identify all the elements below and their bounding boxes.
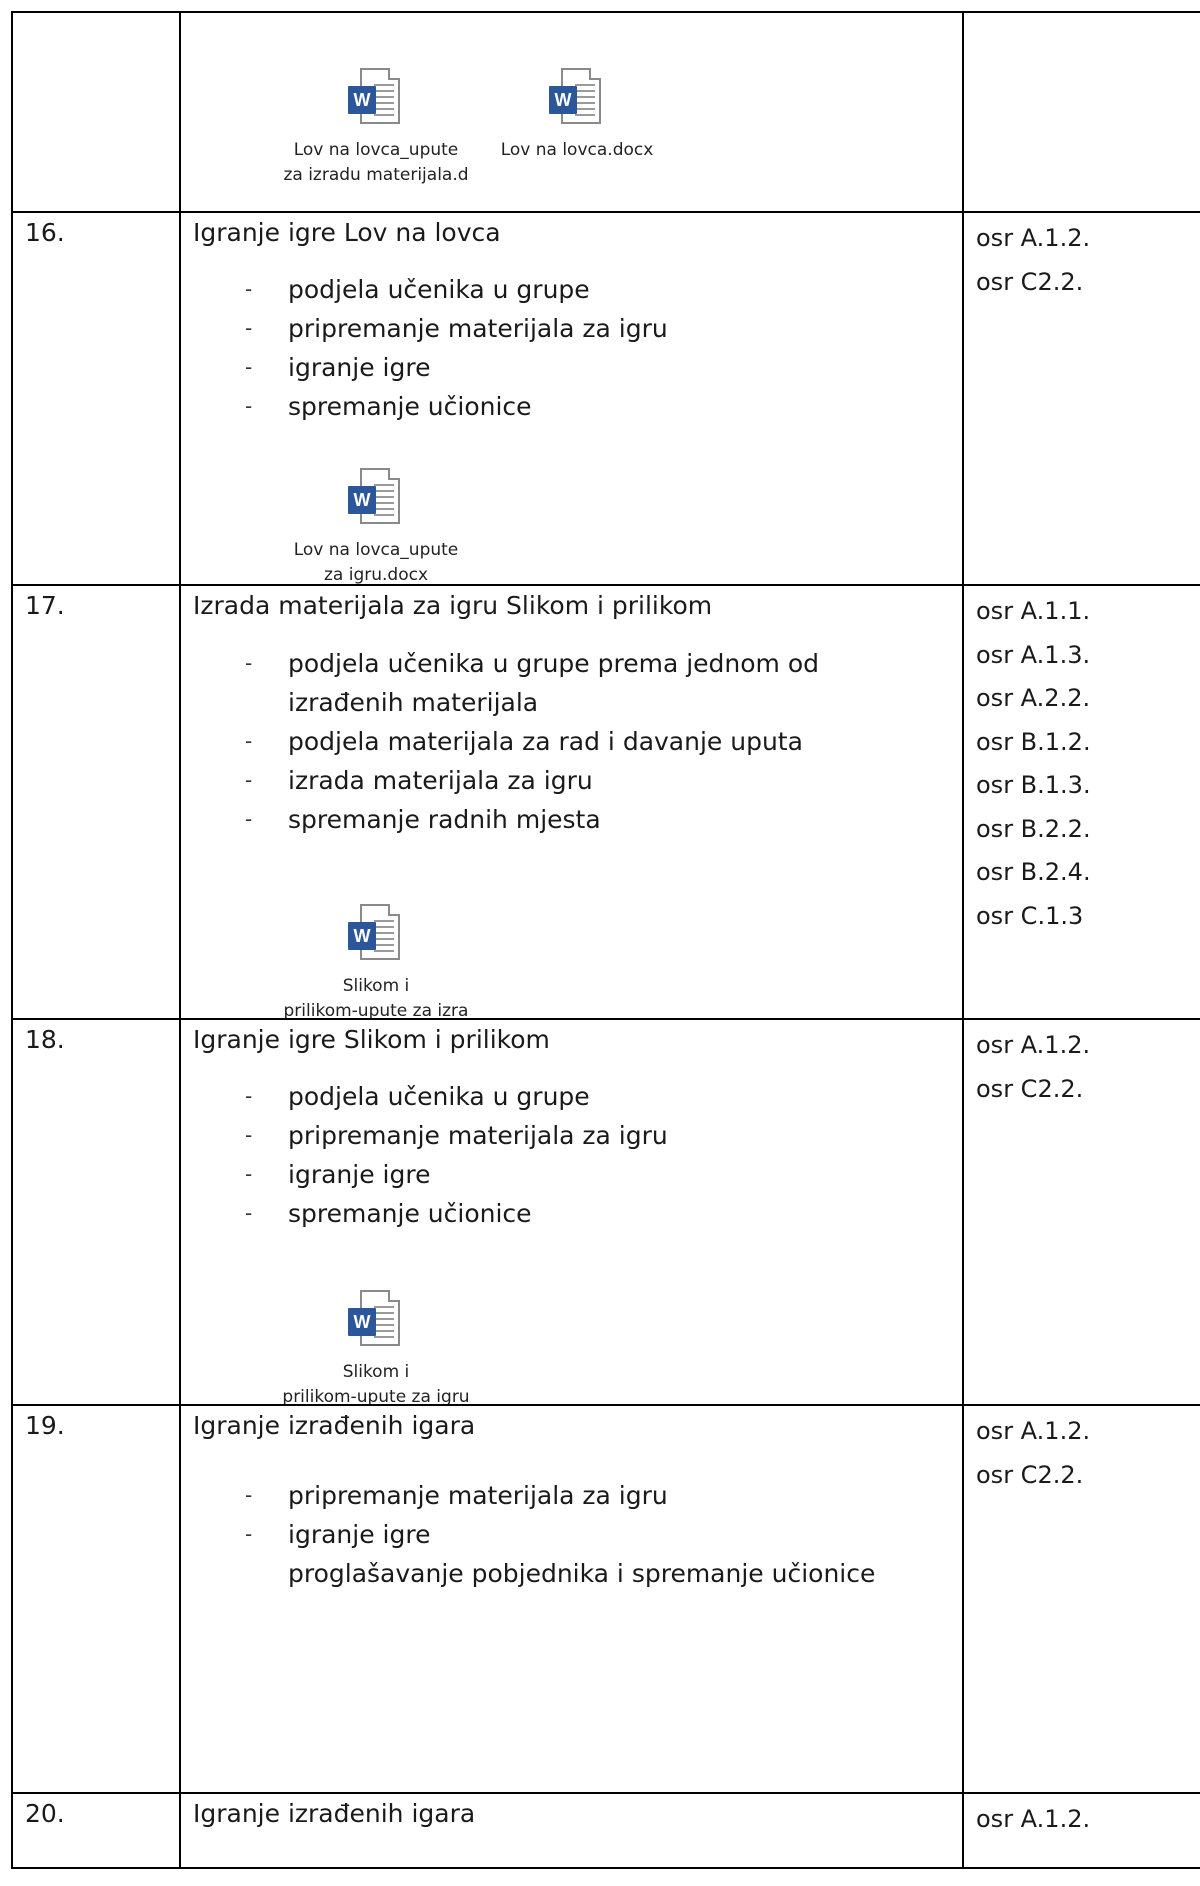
list-item: - podjela materijala za rad i davanje uputa	[245, 727, 803, 756]
outcome-codes	[976, 217, 1090, 304]
activity-list	[193, 1077, 668, 1233]
attachment-label-line1: Lov na lovca.docx	[500, 140, 654, 160]
outcome-code: osr A.1.2.	[976, 1805, 1091, 1833]
word-document-icon: W	[348, 904, 404, 966]
table-row-17	[11, 584, 1200, 1021]
table-row-20	[11, 1792, 1200, 1869]
list-item: - spremanje radnih mjesta	[245, 805, 601, 834]
attachment-label-line1: Slikom i	[342, 1362, 410, 1382]
list-item: - izrada materijala za igru	[245, 766, 593, 795]
lesson-number: 17.	[25, 591, 65, 620]
outcome-code: osr B.2.2.	[976, 814, 1091, 843]
list-item: - igranje igre	[245, 353, 431, 382]
outcome-codes	[976, 1410, 1090, 1497]
lesson-title: Igranje izrađenih igara	[193, 1799, 476, 1828]
attachment-lov-na-lovca-upute-igra[interactable]	[276, 468, 476, 588]
word-document-icon: W	[549, 68, 605, 130]
outcome-code: osr A.1.2.	[976, 1417, 1091, 1445]
list-item: - spremanje učionice	[245, 392, 532, 421]
word-document-icon: W	[348, 1290, 404, 1352]
table-row-18	[11, 1018, 1200, 1407]
lesson-title: Izrada materijala za igru Slikom i prilikom	[193, 591, 713, 620]
list-item: - podjela učenika u grupe prema jednom od izrađenih materijala	[245, 649, 820, 717]
column-divider	[962, 1020, 964, 1404]
outcome-codes	[976, 1024, 1090, 1111]
outcome-code: osr A.1.2.	[976, 224, 1091, 252]
list-item: - spremanje učionice	[245, 1199, 532, 1228]
attachment-slikom-i-prilikom-igra[interactable]	[276, 1290, 476, 1410]
column-divider	[179, 1794, 181, 1867]
attachment-label-line1: Lov na lovca_upute	[293, 140, 459, 160]
outcome-code: osr A.1.2.	[976, 1031, 1091, 1059]
column-divider	[962, 1794, 964, 1867]
activity-list	[193, 644, 893, 839]
lesson-number: 16.	[25, 218, 65, 247]
lesson-title: Igranje izrađenih igara	[193, 1411, 476, 1440]
lesson-title: Igranje igre Lov na lovca	[193, 218, 501, 247]
lesson-number: 20.	[25, 1799, 65, 1828]
outcome-code: osr C2.2.	[976, 1460, 1084, 1489]
attachment-lov-na-lovca-upute-izrada[interactable]	[276, 68, 476, 188]
lesson-number: 18.	[25, 1025, 65, 1054]
list-item: - igranje igre	[245, 1160, 431, 1189]
table-row-16	[11, 211, 1200, 584]
lesson-plan-table	[11, 11, 1200, 1869]
outcome-code: osr A.2.2.	[976, 684, 1091, 712]
outcome-code: osr B.1.3.	[976, 771, 1091, 799]
table-row-19	[11, 1404, 1200, 1792]
table-row-top	[11, 11, 1200, 211]
outcome-codes	[976, 590, 1091, 938]
attachment-slikom-i-prilikom-izrada[interactable]	[276, 904, 476, 1024]
word-document-icon: W	[348, 468, 404, 530]
lesson-title: Igranje igre Slikom i prilikom	[193, 1025, 550, 1054]
column-divider	[179, 13, 181, 211]
outcome-code: osr A.1.1.	[976, 597, 1091, 625]
lesson-number: 19.	[25, 1411, 65, 1440]
attachment-label-line1: Lov na lovca_upute	[293, 540, 459, 560]
list-item: - podjela učenika u grupe	[245, 1082, 590, 1111]
list-item: - igranje igre	[245, 1520, 431, 1549]
column-divider	[179, 1406, 181, 1792]
outcome-code: osr B.1.2.	[976, 727, 1091, 756]
attachment-label-line2: za igru.docx	[323, 565, 429, 585]
column-divider	[179, 586, 181, 1018]
column-divider	[962, 1406, 964, 1792]
outcome-codes	[976, 1798, 1090, 1842]
list-item: - pripremanje materijala za igru	[245, 1481, 668, 1510]
column-divider	[962, 586, 964, 1018]
list-item: - podjela učenika u grupe	[245, 275, 590, 304]
activity-list	[193, 270, 668, 426]
attachment-label-line2: za izradu materijala.d	[283, 165, 469, 185]
column-divider	[962, 213, 964, 584]
outcome-code: osr C.1.3	[976, 901, 1084, 930]
list-item: - pripremanje materijala za igru	[245, 314, 668, 343]
attachment-label-line1: Slikom i	[342, 976, 410, 996]
outcome-code: osr C2.2.	[976, 1074, 1084, 1103]
activity-list	[193, 1476, 875, 1593]
outcome-code: osr B.2.4.	[976, 858, 1091, 886]
column-divider	[179, 213, 181, 584]
attachment-label-line2: prilikom-upute za izra	[283, 1001, 469, 1021]
outcome-code: osr C2.2.	[976, 267, 1084, 296]
outcome-code: osr A.1.3.	[976, 640, 1091, 669]
column-divider	[179, 1020, 181, 1404]
attachment-lov-na-lovca[interactable]	[477, 68, 677, 163]
list-item: - pripremanje materijala za igru	[245, 1121, 668, 1150]
attachment-label-line2: prilikom-upute za igru	[282, 1387, 470, 1407]
list-item-continuation: proglašavanje pobjednika i spremanje učionice	[288, 1559, 876, 1588]
column-divider	[962, 13, 964, 211]
word-document-icon: W	[348, 68, 404, 130]
